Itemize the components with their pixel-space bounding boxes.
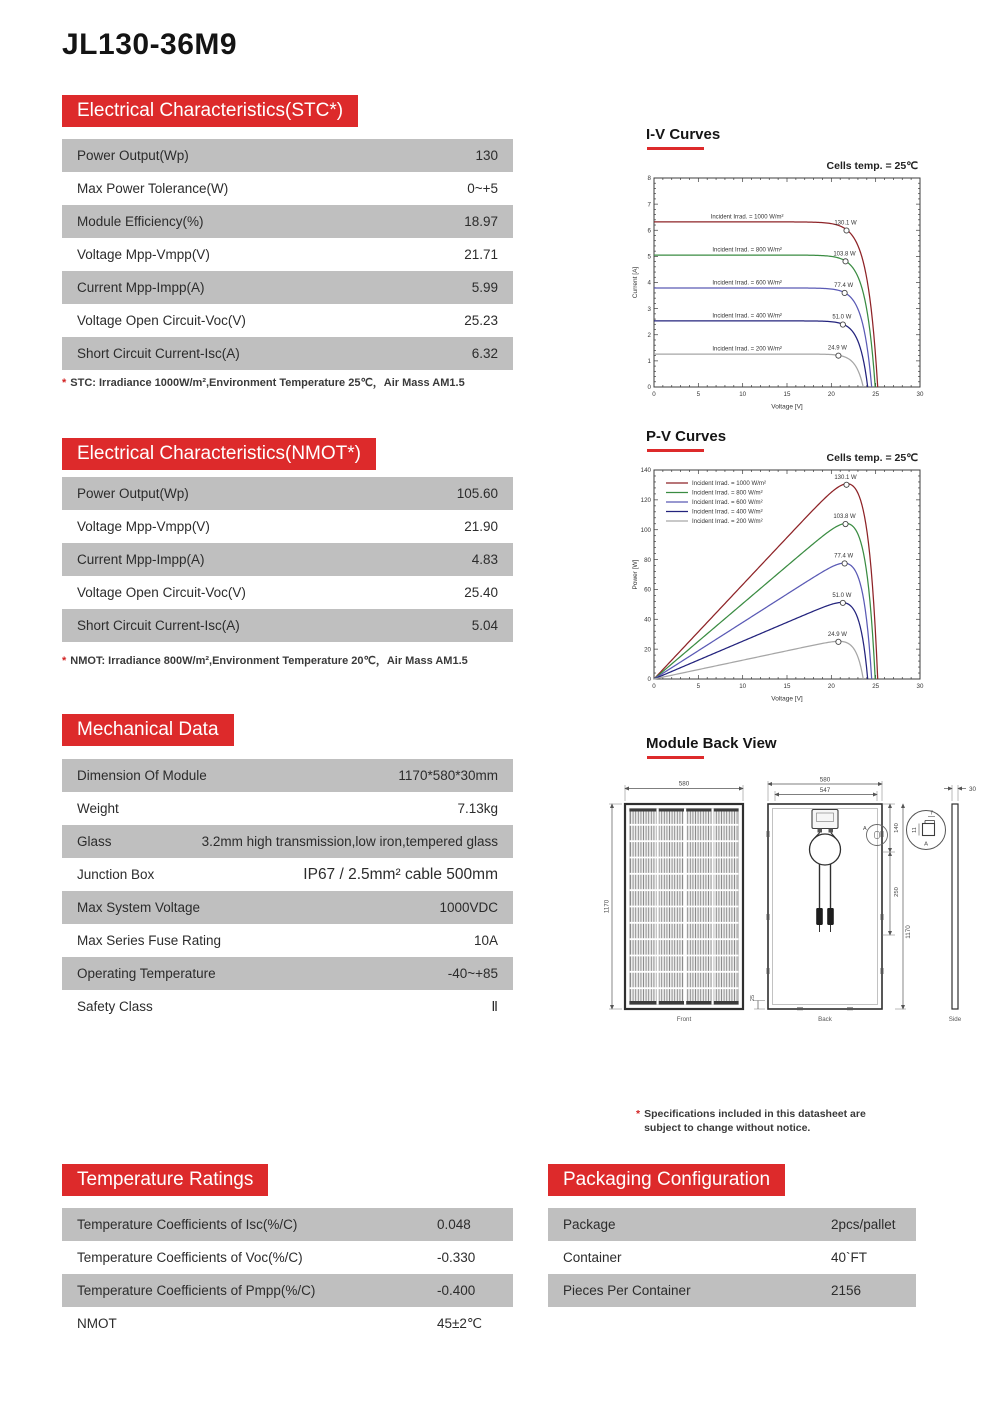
dim-back-height: 1170 xyxy=(905,925,912,939)
row-value: 5.04 xyxy=(471,618,498,633)
mpp-label: 77.4 W xyxy=(834,553,854,560)
row-label: Temperature Coefficients of Voc(%/C) xyxy=(77,1250,303,1265)
iv-curve-600wm2 xyxy=(654,288,872,387)
row-value: -0.400 xyxy=(437,1283,476,1298)
dim-front-height: 1170 xyxy=(603,899,611,914)
pv-curve-200wm2 xyxy=(654,641,863,679)
dim-front-width: 580 xyxy=(678,780,690,788)
row-label: Voltage Open Circuit-Voc(V) xyxy=(77,313,246,328)
mpp-label: 24.9 W xyxy=(827,345,847,352)
x-tick-label: 20 xyxy=(827,683,835,690)
detail-ref-mark: A xyxy=(924,841,928,848)
x-tick-label: 30 xyxy=(916,683,924,690)
mpp-label: 103.8 W xyxy=(833,514,856,521)
y-tick-label: 80 xyxy=(644,556,651,564)
y-tick-label: 8 xyxy=(647,175,651,183)
dim-back-width: 580 xyxy=(819,776,831,784)
y-tick-label: 40 xyxy=(644,616,651,624)
row-label: Current Mpp-Impp(A) xyxy=(77,552,205,567)
legend-label: Incident Irrad. = 400 W/m² xyxy=(692,508,763,516)
table-row xyxy=(62,891,513,924)
row-value: 7.13kg xyxy=(457,801,498,816)
y-tick-label: 100 xyxy=(640,526,651,534)
specifications-footnote-text: Specifications included in this datasheet are subject to change without notice. xyxy=(644,1108,866,1134)
nmot-footnote xyxy=(62,652,468,668)
row-value: 1000VDC xyxy=(439,900,498,915)
y-axis-label: Current [A] xyxy=(632,266,639,299)
row-value: 45±2℃ xyxy=(437,1315,483,1331)
iv-title-underline xyxy=(647,147,704,150)
packaging-table xyxy=(548,1208,916,1307)
dim-jbox-offset: 140 xyxy=(894,823,900,833)
curve-label: Incident Irrad. = 1000 W/m² xyxy=(710,214,784,221)
iv-chart xyxy=(630,170,930,412)
row-label: Package xyxy=(563,1217,616,1232)
dim-detail-height: 11 xyxy=(912,827,918,833)
mpp-label: 51.0 W xyxy=(832,592,852,599)
curve-label: Incident Irrad. = 400 W/m² xyxy=(712,313,782,320)
row-value: Ⅱ xyxy=(491,998,498,1014)
section-header-nmot: Electrical Characteristics(NMOT*) xyxy=(62,438,376,470)
table-row xyxy=(548,1274,916,1307)
dim-detail-width: 7 xyxy=(929,810,934,817)
y-tick-label: 120 xyxy=(640,497,651,505)
back-view-title: Module Back View xyxy=(646,735,777,752)
connector-plug xyxy=(827,908,834,925)
y-tick-label: 7 xyxy=(647,201,651,209)
row-label: Operating Temperature xyxy=(77,966,216,981)
mpp-marker xyxy=(844,228,849,233)
specifications-footnote xyxy=(636,1108,904,1136)
mpp-marker xyxy=(840,600,845,605)
stc-footnote xyxy=(62,374,465,390)
stc-table xyxy=(62,139,513,370)
row-label: Voltage Mpp-Vmpp(V) xyxy=(77,247,210,262)
asterisk-icon: * xyxy=(62,377,67,389)
pv-title-underline xyxy=(647,449,704,452)
y-tick-label: 140 xyxy=(640,467,651,475)
back-view-underline xyxy=(647,756,704,759)
table-row xyxy=(62,1241,513,1274)
table-row xyxy=(62,139,513,172)
connector-plug xyxy=(816,908,823,925)
pv-chart-title: P-V Curves xyxy=(646,428,727,445)
y-tick-label: 1 xyxy=(647,358,651,366)
table-row xyxy=(62,205,513,238)
mpp-marker xyxy=(843,259,848,264)
mpp-marker xyxy=(836,639,841,644)
row-value: 21.90 xyxy=(464,519,498,534)
row-label: Junction Box xyxy=(77,867,155,882)
x-axis-label: Voltage [V] xyxy=(771,403,803,411)
y-tick-label: 4 xyxy=(647,279,651,287)
y-tick-label: 0 xyxy=(647,676,651,684)
table-row xyxy=(62,510,513,543)
x-tick-label: 10 xyxy=(739,683,747,690)
row-value: 130 xyxy=(475,148,498,163)
stc-footnote-text: STC: Irradiance 1000W/m²,Environment Temperature 25℃，Air Mass AM1.5 xyxy=(70,377,465,389)
mpp-label: 130.1 W xyxy=(834,220,857,227)
row-label: Power Output(Wp) xyxy=(77,148,189,163)
front-view-label: Front xyxy=(676,1016,692,1023)
row-label: Voltage Mpp-Vmpp(V) xyxy=(77,519,210,534)
mpp-label: 130.1 W xyxy=(834,474,857,481)
dim-bottom-offset: 25 xyxy=(750,994,756,1002)
table-row xyxy=(548,1208,916,1241)
row-label: Weight xyxy=(77,801,119,816)
x-tick-label: 30 xyxy=(916,391,924,398)
row-label: Safety Class xyxy=(77,999,153,1014)
nmot-table xyxy=(62,477,513,642)
table-row xyxy=(62,543,513,576)
mpp-marker xyxy=(836,353,841,358)
legend-label: Incident Irrad. = 1000 W/m² xyxy=(692,480,767,487)
row-value: 105.60 xyxy=(456,486,498,501)
y-tick-label: 3 xyxy=(647,305,651,313)
mpp-marker xyxy=(840,322,845,327)
mpp-label: 103.8 W xyxy=(833,251,856,258)
row-value: 5.99 xyxy=(471,280,498,295)
table-row xyxy=(62,858,513,891)
detail-view-a xyxy=(907,811,946,850)
row-label: Max System Voltage xyxy=(77,900,201,915)
side-view xyxy=(944,785,977,1023)
row-value: 2156 xyxy=(831,1283,862,1298)
row-value: -40~+85 xyxy=(447,966,498,981)
back-view-label: Back xyxy=(818,1016,832,1023)
mpp-label: 24.9 W xyxy=(827,631,847,638)
curve-label: Incident Irrad. = 800 W/m² xyxy=(712,247,782,254)
x-tick-label: 5 xyxy=(696,683,701,690)
mpp-label: 51.0 W xyxy=(832,314,852,321)
table-row xyxy=(62,337,513,370)
table-row xyxy=(548,1241,916,1274)
table-row xyxy=(62,238,513,271)
row-label: NMOT xyxy=(77,1316,117,1331)
back-view xyxy=(750,777,912,1024)
y-tick-label: 60 xyxy=(644,586,651,594)
side-view-label: Side xyxy=(948,1016,962,1023)
curve-label: Incident Irrad. = 200 W/m² xyxy=(712,346,782,353)
row-value: 3.2mm high transmission,low iron,tempered glass xyxy=(201,834,498,849)
table-row xyxy=(62,576,513,609)
row-value: 25.23 xyxy=(464,313,498,328)
table-row xyxy=(62,172,513,205)
x-tick-label: 10 xyxy=(739,391,747,398)
y-tick-label: 0 xyxy=(647,384,651,392)
row-value: IP67 / 2.5mm² cable 500mm xyxy=(303,865,498,883)
row-label: Glass xyxy=(77,834,112,849)
x-tick-label: 5 xyxy=(696,391,701,398)
iv-chart-title: I-V Curves xyxy=(646,126,721,143)
row-value: 40`FT xyxy=(831,1250,868,1265)
pv-cells-temp-note: Cells temp. = 25℃ xyxy=(826,452,918,464)
legend-label: Incident Irrad. = 200 W/m² xyxy=(692,518,763,525)
section-header-mechanical: Mechanical Data xyxy=(62,714,234,746)
table-row xyxy=(62,924,513,957)
legend-label: Incident Irrad. = 800 W/m² xyxy=(692,489,763,497)
mpp-label: 77.4 W xyxy=(834,282,854,289)
table-row xyxy=(62,609,513,642)
row-label: Short Circuit Current-Isc(A) xyxy=(77,618,240,633)
dim-hole-spacing: 250 xyxy=(894,887,900,897)
row-label: Max Power Tolerance(W) xyxy=(77,181,229,196)
y-axis-label: Power [W] xyxy=(632,559,639,590)
table-row xyxy=(62,1274,513,1307)
section-header-stc: Electrical Characteristics(STC*) xyxy=(62,95,358,127)
row-value: 2pcs/pallet xyxy=(831,1217,896,1232)
table-row xyxy=(62,1307,513,1340)
mpp-marker xyxy=(842,290,847,295)
section-header-packaging: Packaging Configuration xyxy=(548,1164,785,1196)
front-view xyxy=(604,781,744,1024)
table-row xyxy=(62,271,513,304)
section-header-temperature: Temperature Ratings xyxy=(62,1164,268,1196)
page-title: JL130-36M9 xyxy=(62,28,238,61)
dim-back-inner-width: 547 xyxy=(819,787,831,794)
x-tick-label: 15 xyxy=(783,683,791,690)
pv-curve-600wm2 xyxy=(654,563,872,679)
nmot-footnote-text: NMOT: Irradiance 800W/m²,Environment Temperature 20℃，Air Mass AM1.5 xyxy=(70,655,468,667)
iv-curve-200wm2 xyxy=(654,354,863,387)
row-label: Short Circuit Current-Isc(A) xyxy=(77,346,240,361)
pv-chart xyxy=(630,462,930,704)
table-row xyxy=(62,990,513,1023)
table-row xyxy=(62,759,513,792)
temperature-table xyxy=(62,1208,513,1340)
x-tick-label: 25 xyxy=(872,391,880,398)
row-label: Power Output(Wp) xyxy=(77,486,189,501)
plot-frame xyxy=(654,178,920,387)
row-value: 21.71 xyxy=(464,247,498,262)
x-tick-label: 25 xyxy=(872,683,880,690)
row-label: Pieces Per Container xyxy=(563,1283,691,1298)
mechanical-table xyxy=(62,759,513,1023)
x-axis-label: Voltage [V] xyxy=(771,695,803,703)
legend-label: Incident Irrad. = 600 W/m² xyxy=(692,499,763,506)
row-value: 1170*580*30mm xyxy=(398,768,498,783)
row-value: 18.97 xyxy=(464,214,498,229)
y-tick-label: 20 xyxy=(644,646,651,654)
row-label: Max Series Fuse Rating xyxy=(77,933,222,948)
row-value: 4.83 xyxy=(471,552,498,567)
row-value: 0.048 xyxy=(437,1217,471,1232)
row-value: 10A xyxy=(473,933,498,948)
curve-label: Incident Irrad. = 600 W/m² xyxy=(712,280,782,287)
row-value: 0~+5 xyxy=(467,181,498,196)
junction-box xyxy=(812,810,838,833)
asterisk-icon: * xyxy=(62,655,67,667)
table-row xyxy=(62,825,513,858)
x-tick-label: 20 xyxy=(827,391,835,398)
table-row xyxy=(62,477,513,510)
table-row xyxy=(62,304,513,337)
row-label: Temperature Coefficients of Pmpp(%/C) xyxy=(77,1283,316,1298)
row-label: Voltage Open Circuit-Voc(V) xyxy=(77,585,246,600)
x-tick-label: 0 xyxy=(652,391,656,398)
row-value: 6.32 xyxy=(471,346,498,361)
x-tick-label: 15 xyxy=(783,391,791,398)
table-row xyxy=(62,792,513,825)
row-value: 25.40 xyxy=(464,585,498,600)
module-back-view-diagram xyxy=(598,772,998,1034)
x-tick-label: 0 xyxy=(652,683,656,690)
table-row xyxy=(62,957,513,990)
row-value: -0.330 xyxy=(437,1250,476,1265)
detail-ref-label: A xyxy=(863,826,867,832)
table-row xyxy=(62,1208,513,1241)
mpp-marker xyxy=(842,561,847,566)
row-label: Temperature Coefficients of Isc(%/C) xyxy=(77,1217,298,1232)
row-label: Module Efficiency(%) xyxy=(77,214,204,229)
asterisk-icon: * xyxy=(636,1108,641,1120)
row-label: Container xyxy=(563,1250,622,1265)
mpp-marker xyxy=(844,482,849,487)
y-tick-label: 6 xyxy=(647,227,651,235)
mpp-marker xyxy=(843,521,848,526)
iv-cells-temp-note: Cells temp. = 25℃ xyxy=(826,160,918,172)
row-label: Dimension Of Module xyxy=(77,768,207,783)
row-label: Current Mpp-Impp(A) xyxy=(77,280,205,295)
y-tick-label: 2 xyxy=(647,331,651,339)
dim-thickness: 30 xyxy=(969,786,977,793)
y-tick-label: 5 xyxy=(647,253,651,261)
